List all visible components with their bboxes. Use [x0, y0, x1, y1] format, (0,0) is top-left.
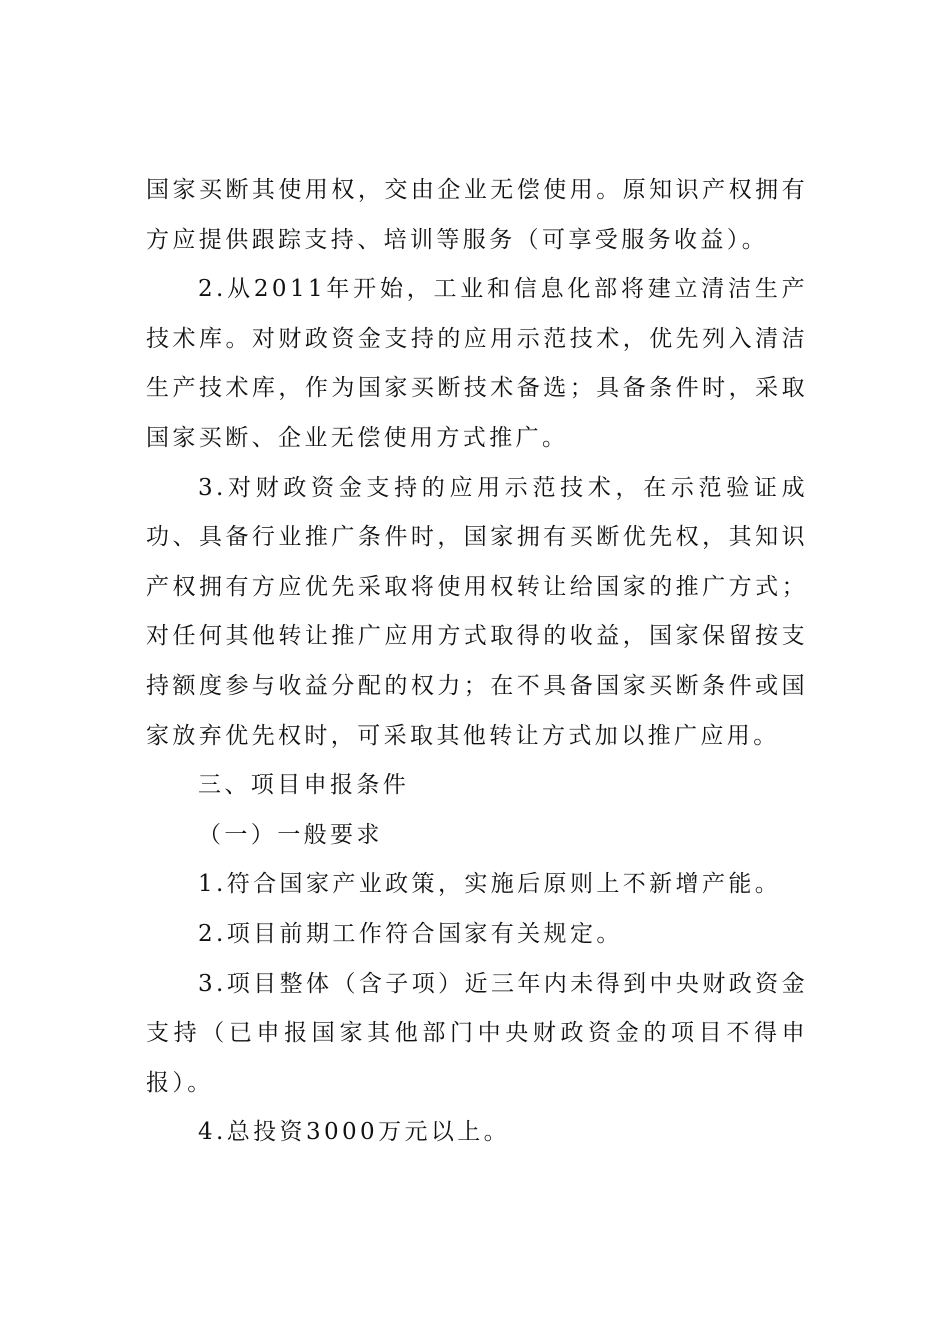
requirement-item-1: 1.符合国家产业政策，实施后原则上不新增产能。	[198, 871, 782, 898]
requirement-item-3: 3.项目整体（含子项）近三年内未得到中央财政资金支持（已申报国家其他部门中央财政资金的项目不得申报）。	[146, 970, 808, 1096]
paragraph-item-2: 2.从2011年开始，工业和信息化部将建立清洁生产技术库。对财政资金支持的应用示范技术，优先列入清洁生产技术库，作为国家买断技术备选；具备条件时，采取国家买断、企业无偿使用方式推广。	[146, 276, 808, 451]
paragraph-item-3: 3.对财政资金支持的应用示范技术，在示范验证成功、具备行业推广条件时，国家拥有买断优先权，其知识产权拥有方应优先采取将使用权转让给国家的推广方式；对任何其他转让推广应用方式取得的收益，国家保留按支持额度参与收益分配的权力；在不具备国家买断条件或国家放弃优先权时，可采取其他转让方式加以推广应用。	[146, 474, 808, 749]
subsection-heading-1: （一）一般要求	[198, 821, 383, 848]
requirement-item-4: 4.总投资3000万元以上。	[198, 1119, 511, 1146]
paragraph-continuation: 国家买断其使用权，交由企业无偿使用。原知识产权拥有方应提供跟踪支持、培训等服务（可享受服务收益）。	[146, 177, 808, 253]
section-heading-3: 三、项目申报条件	[198, 772, 410, 799]
requirement-item-2: 2.项目前期工作符合国家有关规定。	[198, 920, 623, 947]
document-body	[146, 166, 808, 1158]
